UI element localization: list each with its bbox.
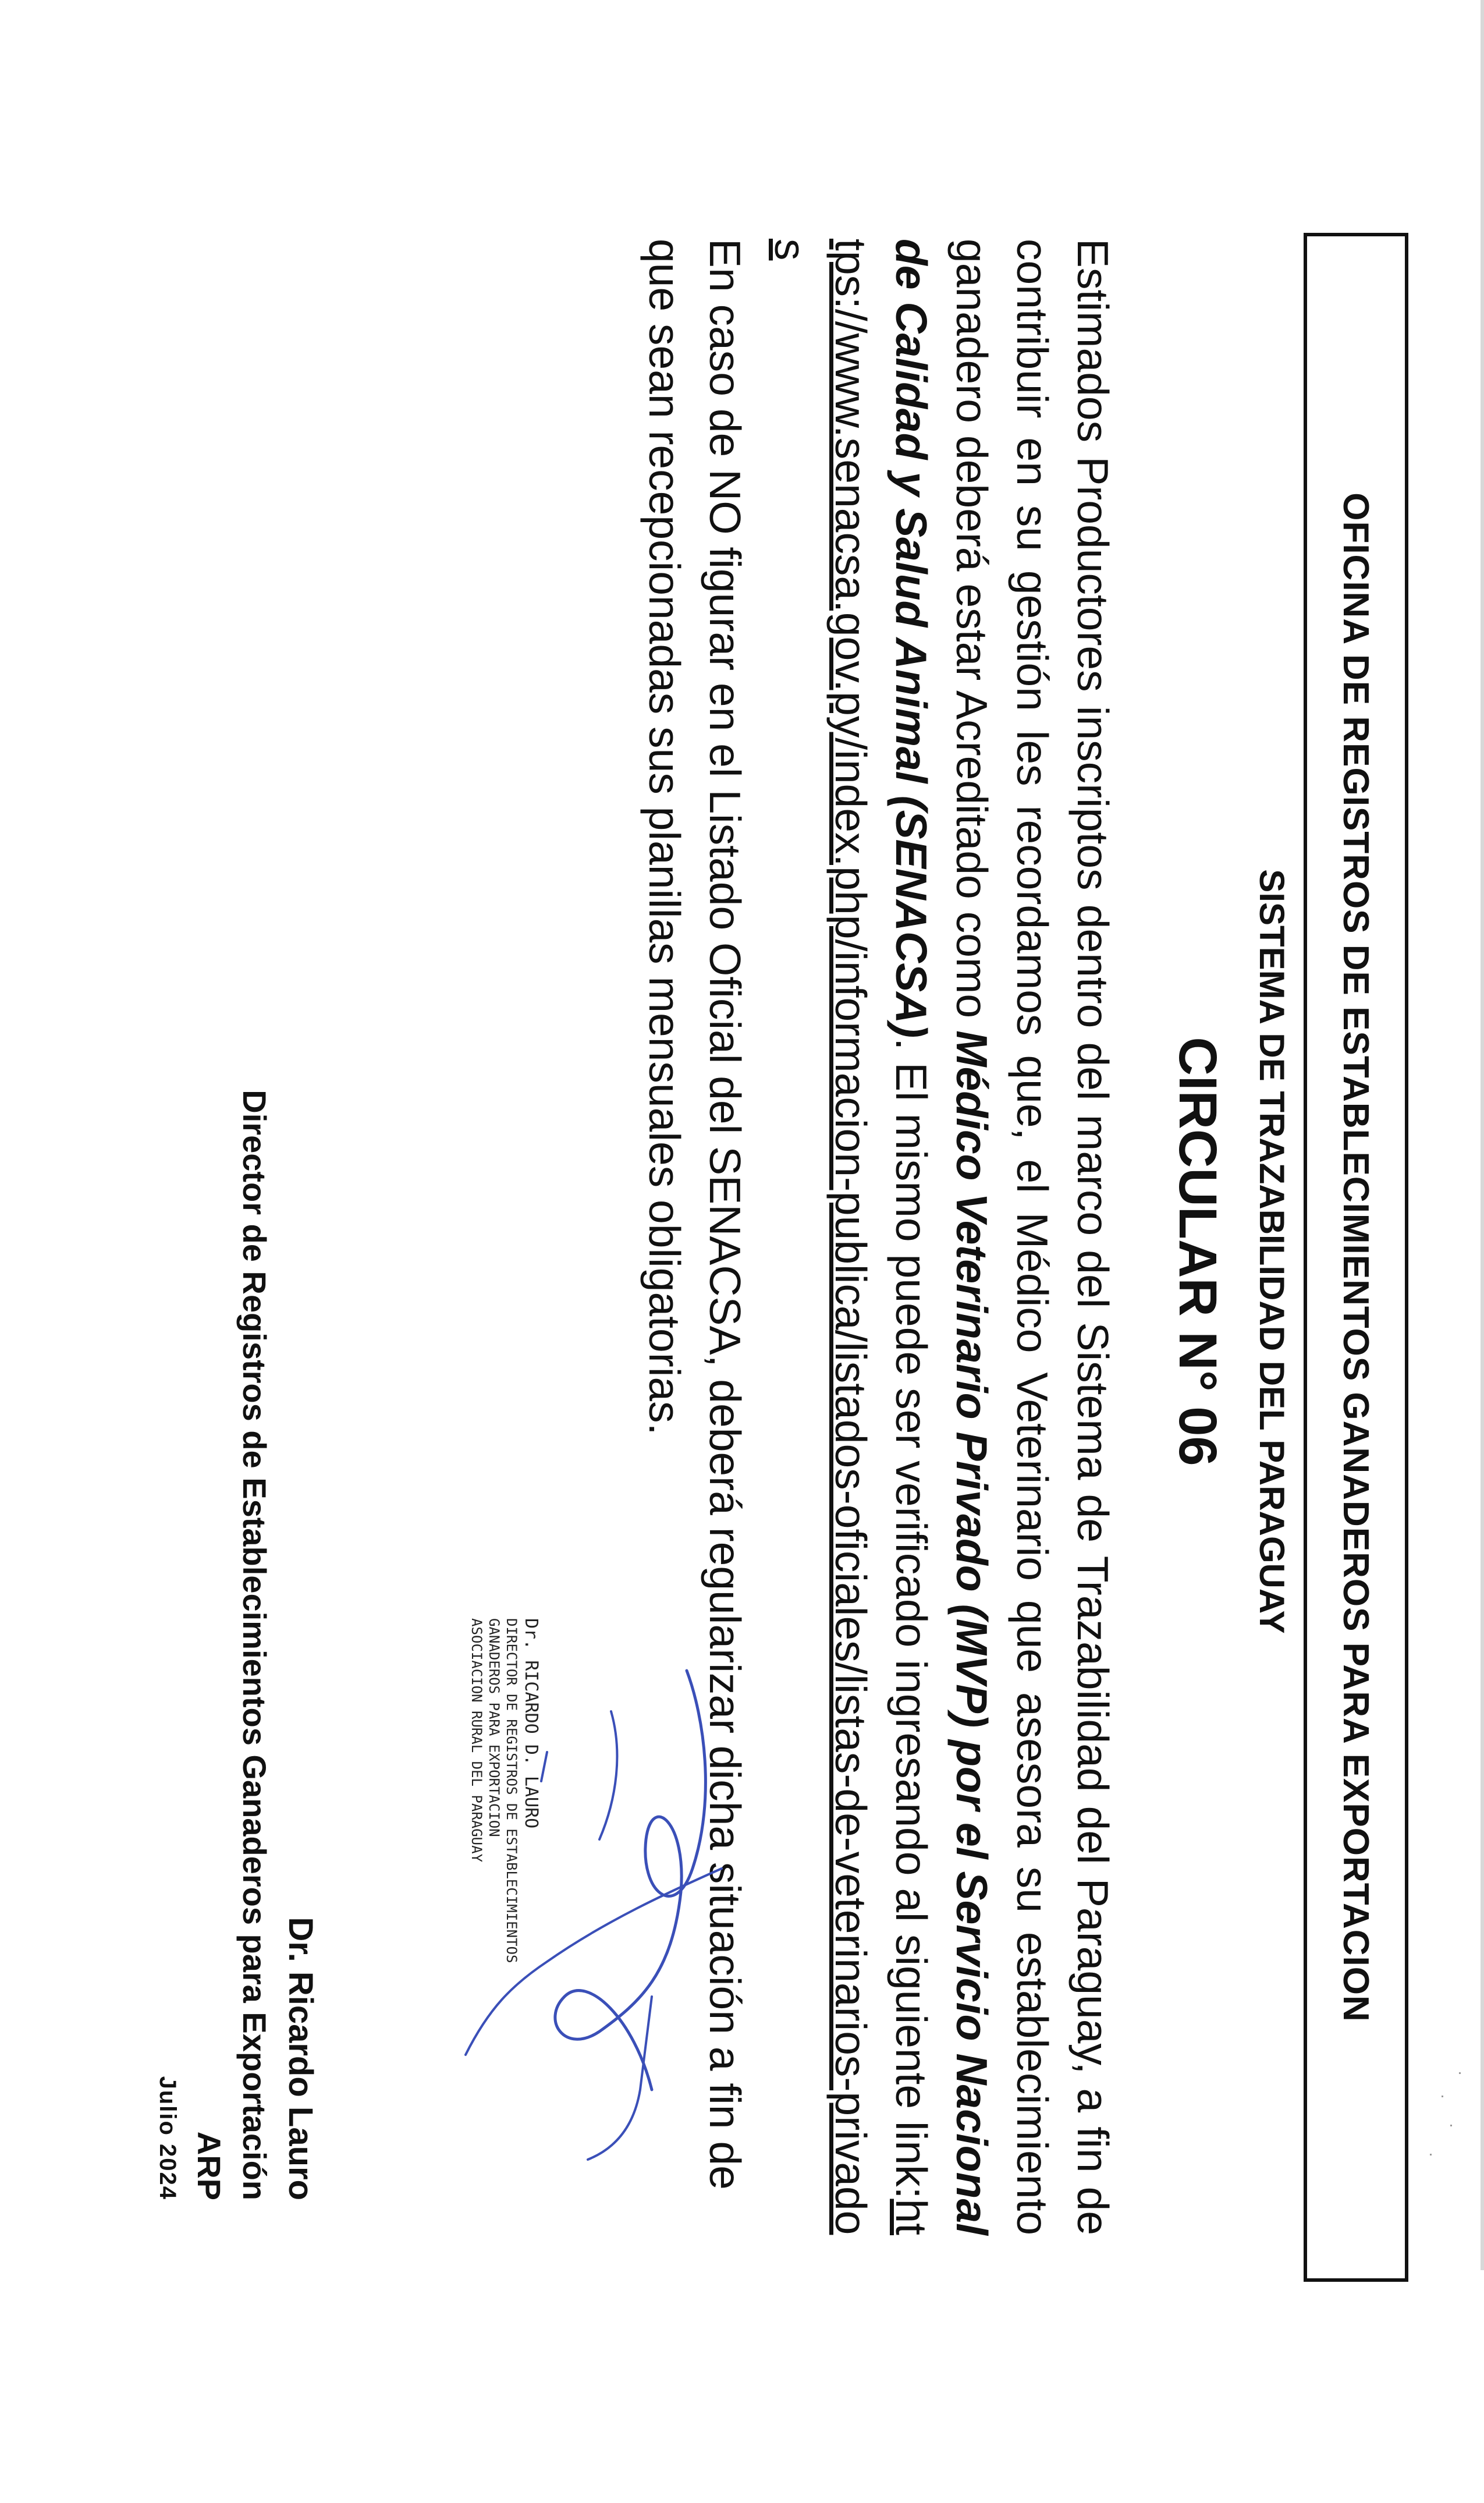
stamp-line-3: ASOCIACION RURAL DEL PARAGUAY: [468, 1618, 485, 1863]
signer-org: ARP: [191, 2131, 228, 2200]
scan-speck: [1459, 2072, 1461, 2074]
paragraph-1-intro: Estimados Productores inscriptos dentro del marco del Sistema de Trazabilidad del Paraguay, a fin de contribuir en su gestión les recordamos que, el Médico Veterinario que asesora su establecimiento ganadero deberá estar Acreditado como: [947, 239, 1117, 2235]
paragraph-1-verify: . El mismo puede ser verificado ingresando al siguiente link:: [887, 1038, 936, 2199]
official-stamp: [468, 1618, 541, 2142]
scan-edge: [1481, 0, 1484, 2270]
document-date: Julio 2024: [155, 2076, 180, 2200]
signer-title: Director de Registros de Establecimientos Ganaderos para Exportación: [236, 1090, 273, 2200]
senacsa-link[interactable]: https://www.senacsa.gov.py/index.php/informacion-publica/listados-oficiales/listas-de-veterinarios-privados: [766, 239, 936, 2235]
mvp-highlight: Médico Veterinario Privado (MVP) por el Servicio Nacional de Calidad y Salud Animal (SENACSA): [887, 239, 996, 2235]
paragraph-2: En caso de NO figurar en el Listado Oficial del SENACSA, deberá regularizar dicha situación a fin de que sean recepcionadas sus planillas mensuales obligatorias.: [640, 239, 750, 2190]
stamp-line-1: DIRECTOR DE REGISTROS DE ESTABLECIMIENTOS: [503, 1618, 520, 1963]
circular-title: CIRCULAR N° 06: [1168, 1037, 1227, 1466]
header-box: [1304, 233, 1408, 2282]
signer-name: Dr. Ricardo Lauro: [282, 1917, 319, 2200]
office-title: OFICINA DE REGISTROS DE ESTABLECIMIENTOS GANADEROS PARA EXPORTACION: [1336, 492, 1376, 2022]
paragraph-1: [760, 239, 1123, 2235]
system-subtitle: SISTEMA DE TRAZABILIDAD DEL PARAGUAY: [1252, 869, 1291, 1634]
stamp-line-2: GANADEROS PARA EXPORTACION: [486, 1618, 502, 1837]
scan-speck: [1430, 2154, 1432, 2155]
scan-speck: [1450, 2125, 1452, 2126]
scan-speck: [1442, 2096, 1443, 2097]
stamp-name: Dr. RICARDO D. LAURO: [521, 1618, 541, 1829]
